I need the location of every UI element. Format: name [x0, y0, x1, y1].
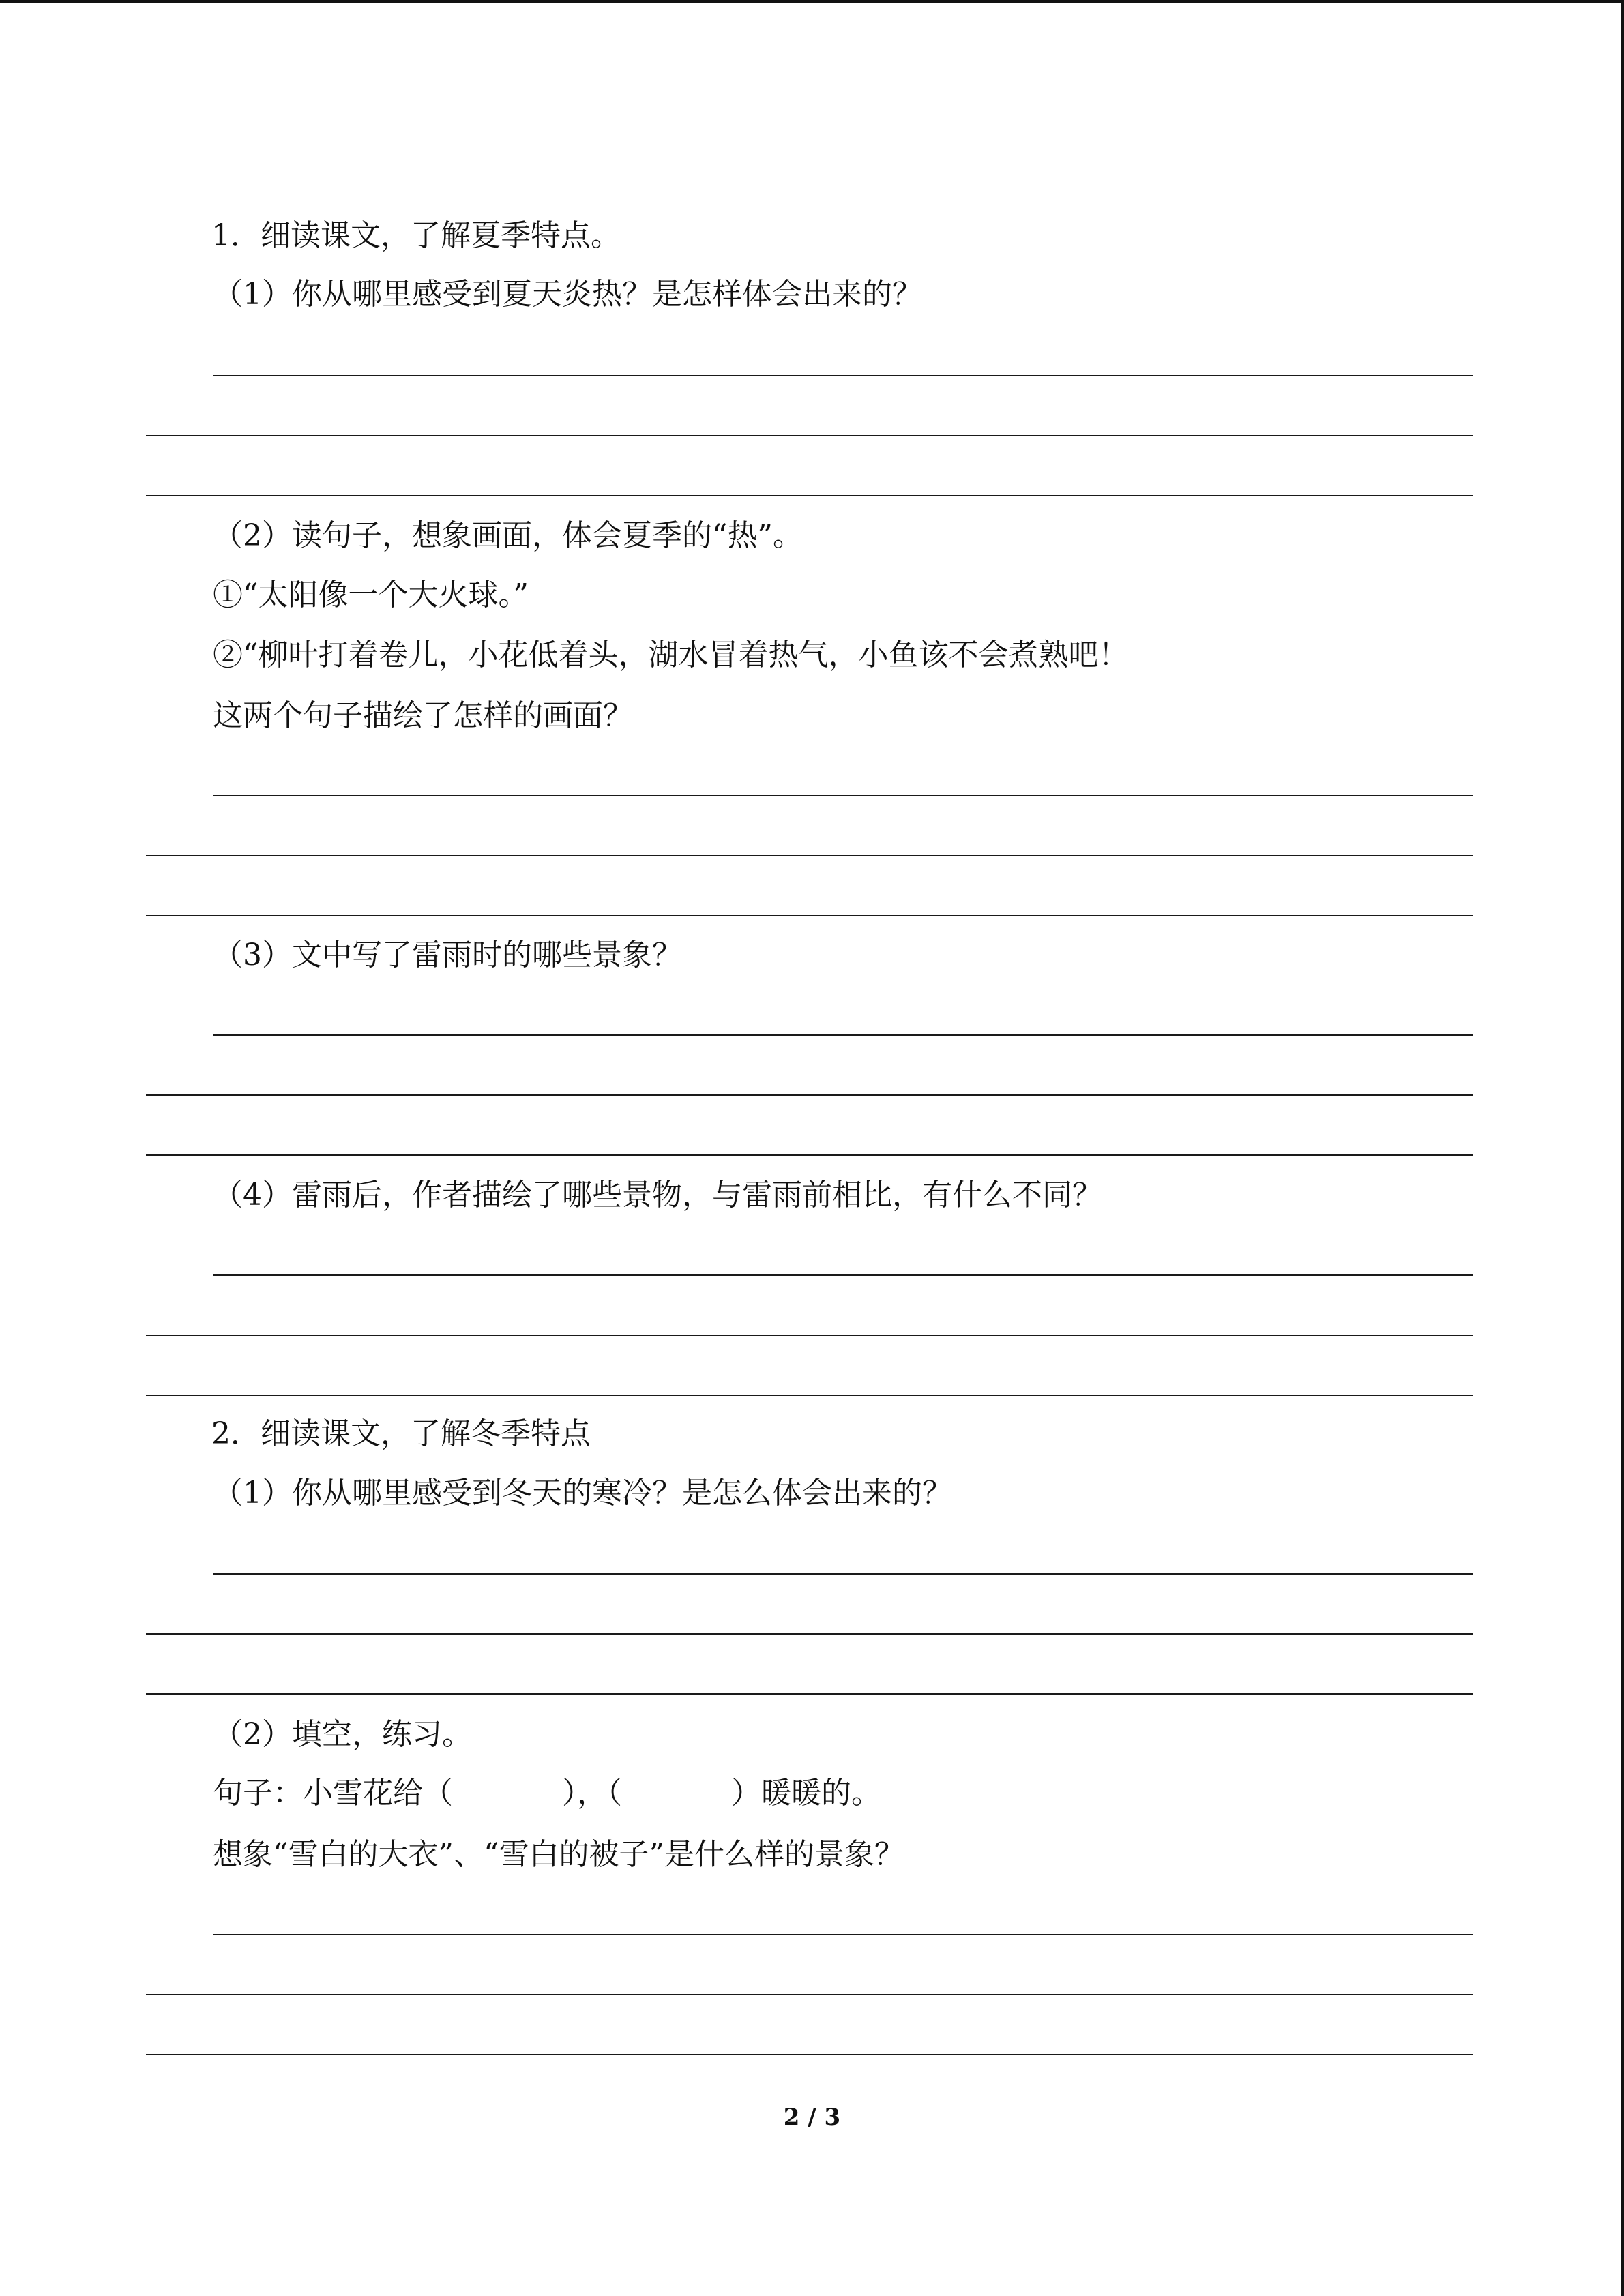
answer-line[interactable] [213, 375, 1473, 376]
answer-line[interactable] [146, 1633, 1473, 1635]
answer-line[interactable] [146, 1154, 1473, 1156]
answer-line[interactable] [213, 795, 1473, 796]
question-2-heading: 2．细读课文，了解冬季特点 [211, 1416, 591, 1451]
quote-sentence-1: ①“太阳像一个大火球。” [213, 578, 529, 612]
question-2-sub-1: （1）你从哪里感受到冬天的寒冷？是怎么体会出来的？ [213, 1476, 952, 1510]
question-1-sub-3: （3）文中写了雷雨时的哪些景象？ [213, 938, 682, 972]
quote-sentence-2: ②“柳叶打着卷儿，小花低着头，湖水冒着热气，小鱼该不会煮熟吧！ [213, 638, 1129, 672]
fill-in-sentence [213, 1773, 881, 1814]
question-2-prompt-2: 想象“雪白的大衣”、“雪白的被子”是什么样的景象？ [213, 1837, 904, 1872]
question-1-heading: 1．细读课文，了解夏季特点。 [211, 218, 621, 253]
answer-line[interactable] [146, 1395, 1473, 1396]
answer-line[interactable] [146, 915, 1473, 916]
answer-line[interactable] [213, 1934, 1473, 1935]
question-1-sub-1: （1）你从哪里感受到夏天炎热？是怎样体会出来的？ [213, 277, 922, 312]
answer-line[interactable] [146, 435, 1473, 436]
fill-text-part-1: 句子：小雪花给（ [213, 1776, 453, 1810]
page-number: 2 / 3 [783, 2104, 841, 2131]
answer-line[interactable] [146, 855, 1473, 856]
fill-text-part-3: ）暖暖的。 [731, 1776, 881, 1810]
answer-line[interactable] [146, 2054, 1473, 2055]
question-1-sub-2: （2）读句子，想象画面，体会夏季的“热”。 [213, 518, 803, 553]
answer-line[interactable] [146, 1693, 1473, 1695]
page-border-top [0, 0, 1624, 3]
answer-line[interactable] [146, 495, 1473, 496]
answer-line[interactable] [146, 1335, 1473, 1336]
answer-line[interactable] [213, 1034, 1473, 1036]
answer-line[interactable] [213, 1274, 1473, 1276]
question-2-sub-2: （2）填空，练习。 [213, 1717, 472, 1752]
answer-line[interactable] [213, 1573, 1473, 1575]
answer-line[interactable] [146, 1994, 1473, 1995]
fill-text-part-2: ），（ [562, 1776, 622, 1810]
page-border-right [1621, 0, 1624, 2296]
question-1-sub-4: （4）雷雨后，作者描绘了哪些景物，与雷雨前相比，有什么不同？ [213, 1178, 1102, 1212]
answer-line[interactable] [146, 1094, 1473, 1096]
question-1-prompt-2: 这两个句子描绘了怎样的画面？ [213, 698, 633, 733]
